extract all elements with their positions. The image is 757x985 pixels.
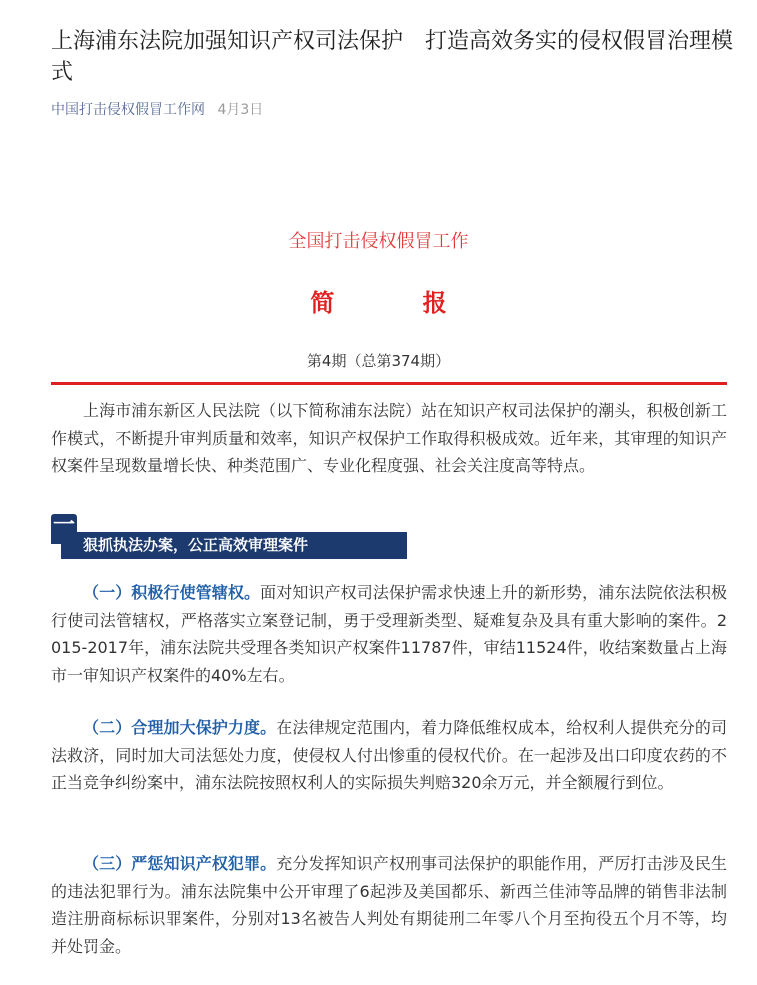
item-text: 面对知识产权司法保护需求快速上升的新形势，浦东法院依法积极行使司法管辖权，严格落实立案登记制，勇于受理新类型、疑难复杂及具有重大影响的案件。2015-2017年，浦东法院共受理各类知识产权案件11787件，审结11524件，收结案数量占上海市一审知识产权案件的40%左右。 <box>51 583 727 685</box>
paragraph-item-2 <box>51 714 727 797</box>
section-number: 一 <box>51 514 77 544</box>
section-title: 狠抓执法办案，公正高效审理案件 <box>61 532 407 558</box>
paragraph-item-3 <box>51 850 727 960</box>
section-underline <box>61 558 407 559</box>
paragraph-item-1 <box>51 579 727 689</box>
article-title: 上海浦东法院加强知识产权司法保护 打造高效务实的侵权假冒治理模式 <box>51 29 734 85</box>
item-lead: （二）合理加大保护力度。 <box>83 718 277 737</box>
section-heading <box>51 514 371 560</box>
item-text: 充分发挥知识产权刑事司法保护的职能作用，严厉打击涉及民生的违法犯罪行为。浦东法院集中公开审理了6起涉及美国都乐、新西兰佳沛等品牌的销售非法制造注册商标标识罪案件，分别对13名被告人判处有期徒刑二年零八个月至拘役五个月不等，均并处罚金。 <box>51 854 727 956</box>
intro-paragraph: 上海市浦东新区人民法院（以下简称浦东法院）站在知识产权司法保护的潮头，积极创新工作模式，不断提升审判质量和效率，知识产权保护工作取得积极成效。近年来，其审理的知识产权案件呈现数量增长快、种类范围广、专业化程度强、社会关注度高等特点。 <box>51 401 727 475</box>
bulletin-name: 简 报 <box>310 289 487 317</box>
article-source-link[interactable]: 中国打击侵权假冒工作网 <box>51 102 205 118</box>
item-lead: （三）严惩知识产权犯罪。 <box>83 854 277 873</box>
bulletin-issue: 第4期（总第374期） <box>306 352 451 370</box>
article-date: 4月3日 <box>217 102 264 118</box>
item-text: 在法律规定范围内，着力降低维权成本，给权利人提供充分的司法救济，同时加大司法惩处力度，使侵权人付出惨重的侵权代价。在一起涉及出口印度农药的不正当竞争纠纷案中，浦东法院按照权利人的实际损失判赔320余万元，并全额履行到位。 <box>51 718 727 792</box>
bulletin-divider <box>51 382 727 385</box>
item-lead: （一）积极行使管辖权。 <box>83 583 261 602</box>
bulletin-org: 全国打击侵权假冒工作 <box>288 231 469 252</box>
article-meta <box>51 100 263 120</box>
